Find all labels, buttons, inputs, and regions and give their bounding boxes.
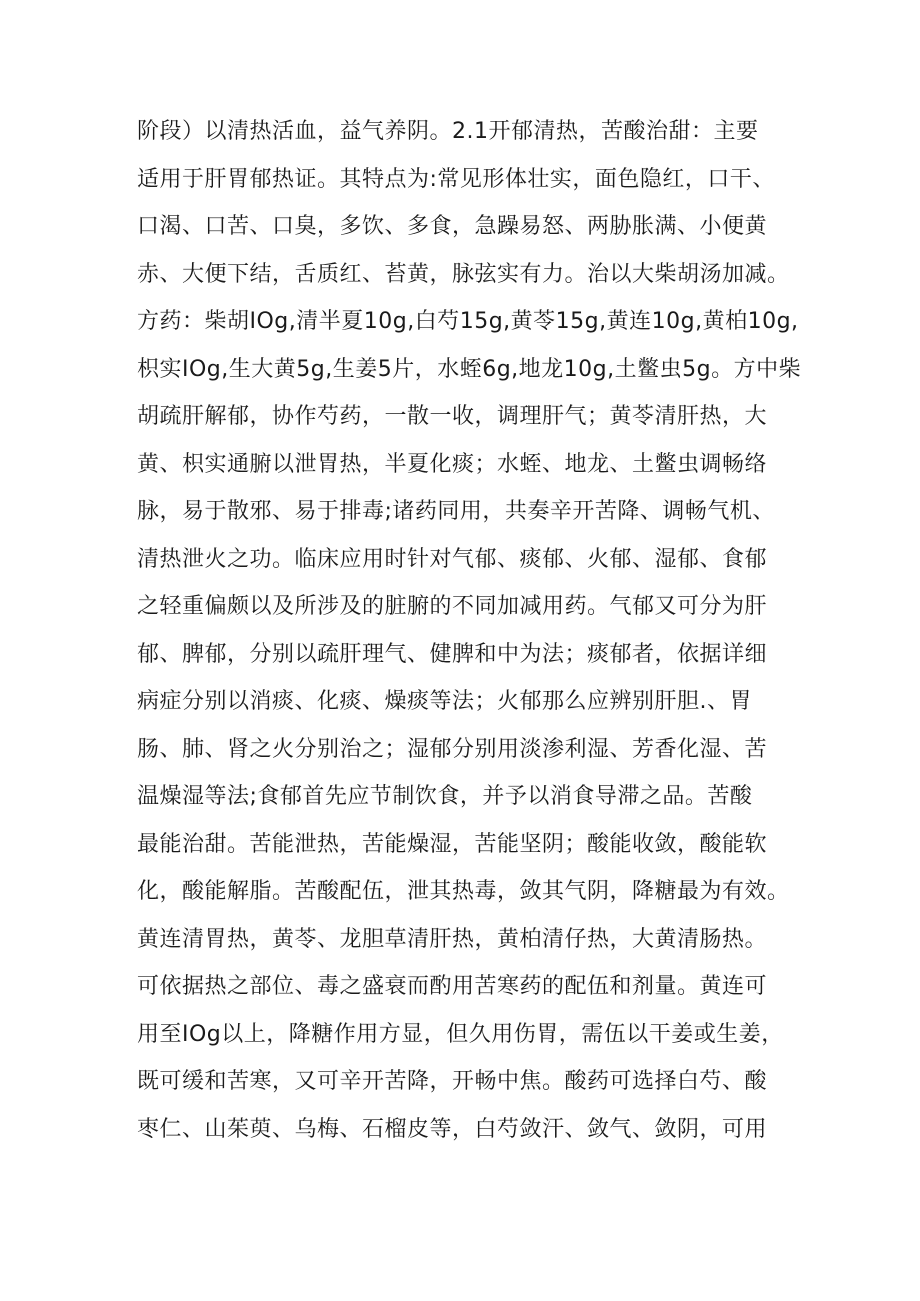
text-line: 清热泄火之功。临床应用时针对气郁、痰郁、火郁、湿郁、食郁 — [137, 546, 768, 572]
body-text — [137, 108, 802, 1153]
text-line: 用至IOg以上，降糖作用方显，但久用伤胃，需伍以干姜或生姜， — [137, 1021, 784, 1047]
text-line: 枳实IOg,生大黄5g,生姜5片，水蛭6g,地龙10g,土鳖虫5g。方中柴 — [137, 356, 802, 382]
text-line: 既可缓和苦寒，又可辛开苦降，开畅中焦。酸药可选择白芍、酸 — [137, 1069, 768, 1094]
text-line: 方药：柴胡IOg,清半夏10g,白芍15g,黄苓15g,黄连10g,黄柏10g, — [137, 309, 799, 334]
text-line: 黄、枳实通腑以泄胃热，半夏化痰；水蛭、地龙、土鳖虫调畅络 — [137, 451, 768, 477]
text-line: 肠、肺、肾之火分别治之；湿郁分别用淡渗利湿、芳香化湿、苦 — [137, 736, 768, 762]
text-line: 胡疏肝解郁，协作芍药，一散一收，调理肝气；黄苓清肝热，大 — [137, 404, 768, 429]
text-line: 最能治甜。苦能泄热，苦能燥湿，苦能坚阴；酸能收敛，酸能软 — [137, 831, 768, 857]
text-line: 阶段）以清热活血，益气养阴。2.1开郁清热，苦酸治甜：主要 — [137, 119, 759, 144]
text-line: 之轻重偏颇以及所涉及的脏腑的不同加减用药。气郁又可分为肝 — [137, 594, 768, 619]
text-line: 黄连清胃热，黄苓、龙胆草清肝热，黄柏清仔热，大黄清肠热。 — [137, 926, 768, 952]
text-line: 赤、大便下结，舌质红、苔黄，脉弦实有力。治以大柴胡汤加减。 — [137, 261, 790, 287]
text-line: 可依据热之部位、毒之盛衰而酌用苦寒药的配伍和剂量。黄连可 — [137, 974, 768, 999]
text-line: 郁、脾郁，分别以疏肝理气、健脾和中为法；痰郁者，依据详细 — [137, 641, 768, 667]
text-line: 口渴、口苦、口臭，多饮、多食，急躁易怒、两胁胀满、小便黄 — [137, 214, 768, 239]
text-line: 适用于肝胃郁热证。其特点为:常见形体壮实，面色隐红，口干、 — [137, 166, 775, 192]
text-line: 脉，易于散邪、易于排毒;诸药同用，共奏辛开苦降、调畅气机、 — [137, 499, 775, 524]
text-line: 化，酸能解脂。苦酸配伍，泄其热毒，敛其气阴，降糖最为有效。 — [137, 879, 790, 904]
text-line: 温燥湿等法;食郁首先应节制饮食，并予以消食导滞之品。苦酸 — [137, 784, 753, 809]
text-line: 病症分别以消痰、化痰、燥痰等法；火郁那么应辨别肝胆.、胃 — [137, 689, 752, 714]
text-line: 枣仁、山茱萸、乌梅、石榴皮等，白芍敛汗、敛气、敛阴，可用 — [137, 1116, 768, 1142]
